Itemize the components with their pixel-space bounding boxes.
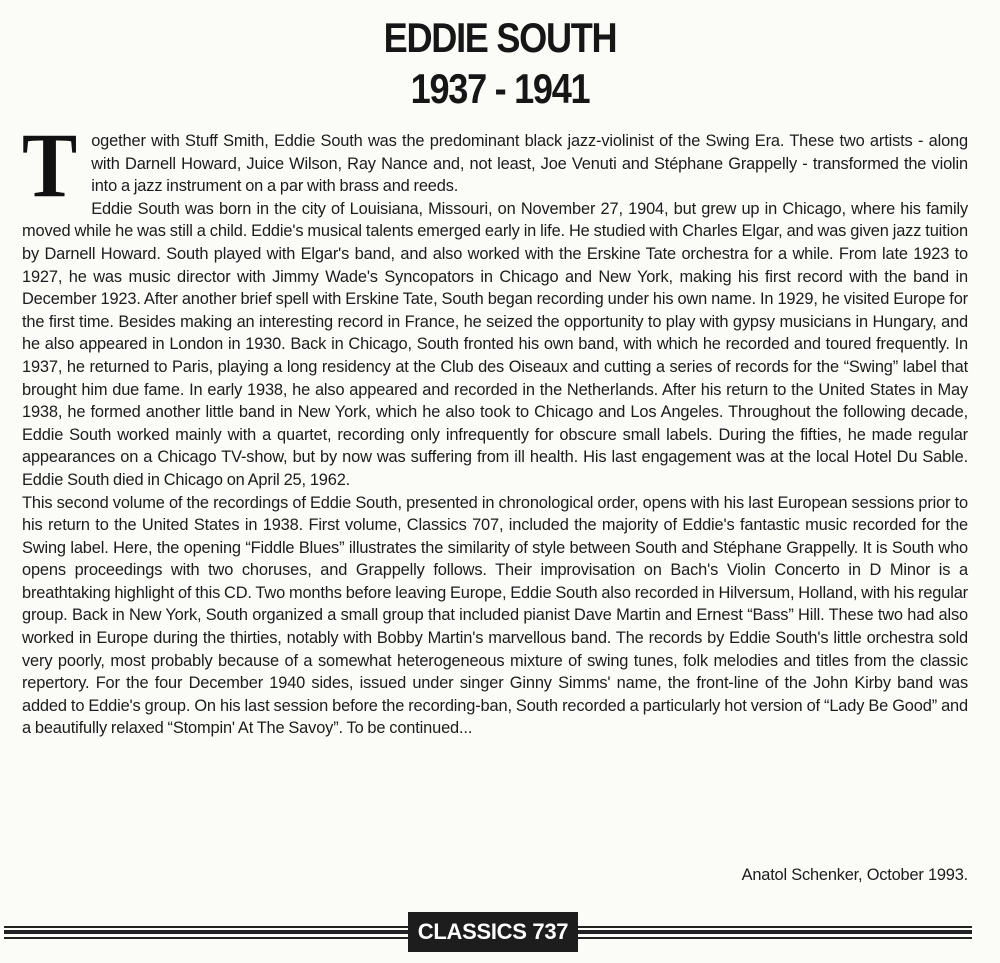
page-subtitle-years: 1937 - 1941	[410, 65, 590, 112]
footer-rule-left	[4, 926, 408, 940]
paragraph-intro	[22, 114, 968, 216]
paragraph-recordings: This second volume of the recordings of Eddie South, presented in chronological order, opens with his last European sessions prior to his return to the United States in 1938. First volume, Classics 707, included the majority of Eddie's fantastic music recorded for the Swing label. Here, the opening “Fiddle Blues” illustrates the similarity of style between South and Stéphane Grappelly. It is South who opens proceedings with two choruses, and Grappelly follows. Their improvisation on Bach's Violin Concerto in D Minor is a breathtaking highlight of this CD. Two months before leaving Europe, Eddie South also recorded in Hilversum, Holland, with his regular group. Back in New York, South organized a small group that included pianist Dave Martin and Ernest “Bass” Hill. These two had also worked in Europe during the thirties, notably with Bobby Martin's marvellous band. The records by Eddie South's little orchestra sold very poorly, most probably because of a somewhat heterogeneous mixture of swing tunes, folk melodies and titles from the classic repertory. For the four December 1940 sides, issued under singer Ginny Simms' name, the front-line of the John Kirby band was added to Eddie's group. On his last session before the recording-ban, South recorded a particularly hot version of “Lady Be Good” and a beautifully relaxed “Stompin' At The Savoy”. To be continued...	[22, 493, 968, 738]
footer-rule-right	[578, 926, 972, 940]
article-body	[22, 114, 968, 740]
drop-cap: T	[22, 114, 78, 216]
catalog-badge: CLASSICS 737	[408, 912, 578, 952]
paragraph-intro-text: ogether with Stuff Smith, Eddie South was the predominant black jazz-violinist of the Swing Era. These two artists - along with Darnell Howard, Juice Wilson, Ray Nance and, not least, Joe Venuti and Stéphane Grappelly - transformed the violin into a jazz instrument on a par with brass and reeds.	[91, 132, 968, 196]
page-title: EDDIE SOUTH	[383, 14, 617, 61]
author-signature: Anatol Schenker, October 1993.	[741, 866, 968, 884]
paragraph-biography: Eddie South was born in the city of Louisiana, Missouri, on November 27, 1904, but grew up in Chicago, where his family moved while he was still a child. Eddie's musical talents emerged early in life. He studied with Charles Elgar, and was given jazz tuition by Darnell Howard. South played with Elgar's band, and also worked with the Erskine Tate orchestra for a while. From late 1923 to 1927, he was music director with Jimmy Wade's Syncopators in Chicago and New York, making his first record with the band in December 1923. After another brief spell with Erskine Tate, South began recording under his own name. In 1929, he visited Europe for the first time. Besides making an interesting record in France, he seized the opportunity to play with gypsy musicians in Hungary, and he also appeared in London in 1930. Back in Chicago, South fronted his own band, with which he recorded and toured frequently. In 1937, he returned to Paris, playing a long residency at the Club des Oiseaux and cutting a series of records for the “Swing” label that brought him due fame. In early 1938, he also appeared and recorded in the Netherlands. After his return to the United States in May 1938, he formed another little band in New York, which he also took to Chicago and Los Angeles. Throughout the following decade, Eddie South worked mainly with a quartet, recording only infrequently for obscure small labels. During the fifties, he made regular appearances on a Chicago TV-show, but by now was suffering from ill health. His last engagement was at the local Hotel Du Sable. Eddie South died in Chicago on April 25, 1962.	[22, 199, 968, 489]
footer	[0, 910, 1000, 956]
